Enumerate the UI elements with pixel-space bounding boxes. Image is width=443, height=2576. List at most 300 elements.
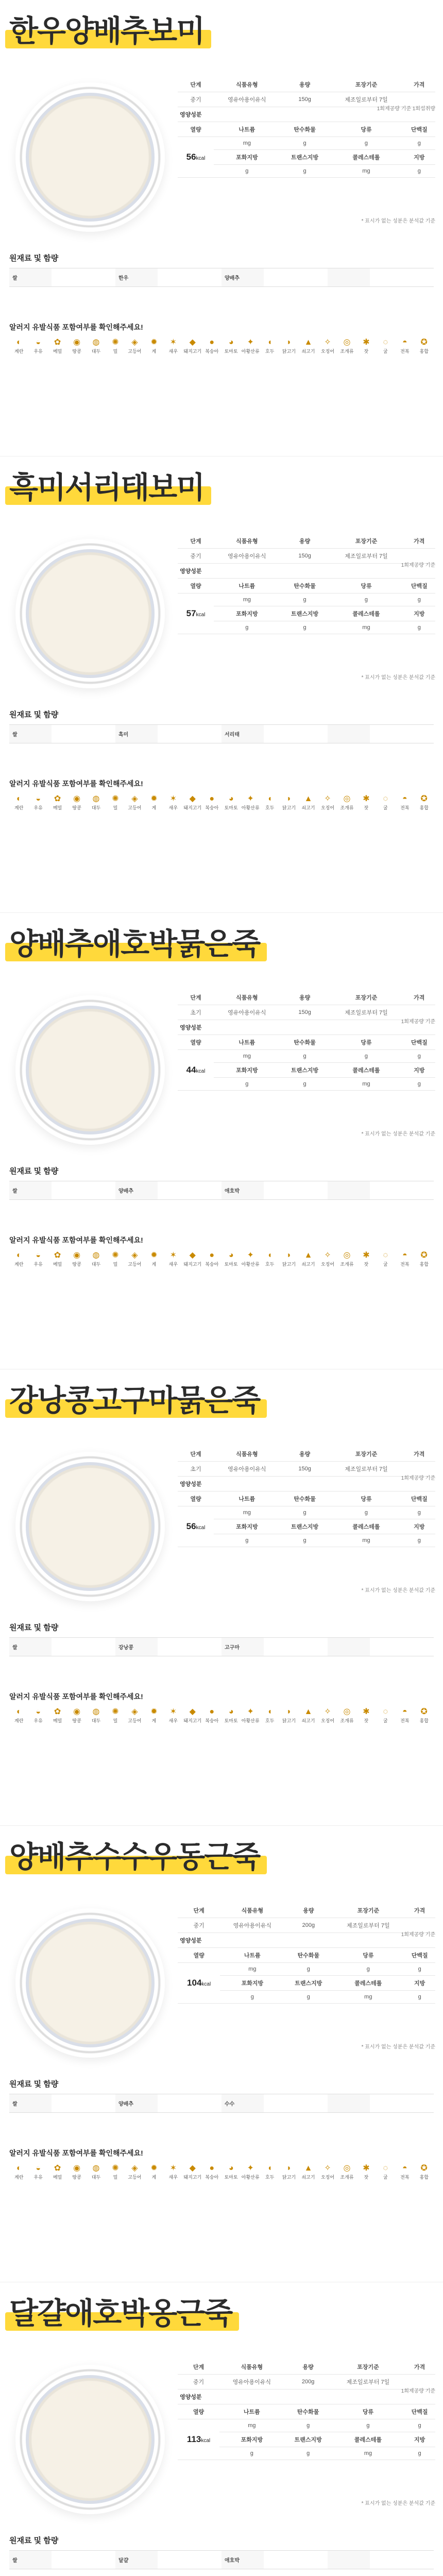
- ingredient-name: 양배추: [115, 1181, 158, 1200]
- menu-title-wrap: [9, 1837, 260, 1877]
- nutrition-row-1: [178, 1050, 435, 1063]
- allergen-icon: ◉: [73, 794, 81, 803]
- allergen-icon: ✹: [150, 338, 158, 347]
- allergen-icon: ◖: [267, 338, 272, 347]
- allergen-icon: ✧: [324, 338, 331, 347]
- allergen-item: [9, 1707, 28, 1724]
- allergen-icon: ✶: [169, 338, 177, 347]
- nutrition-note-top: 1회제공량 기준: [401, 1476, 435, 1481]
- allergen-item: [279, 794, 298, 811]
- kcal-value: 113kcal: [178, 2419, 219, 2460]
- allergen-icon: ◎: [343, 2164, 351, 2173]
- allergen-icon: ✧: [324, 2164, 331, 2173]
- allergen-icon: ✦: [247, 338, 254, 347]
- allergen-icon: ◍: [92, 2164, 100, 2173]
- allergen-label: 닭고기: [282, 1262, 296, 1267]
- ingredient-detail: [52, 2094, 115, 2113]
- step-value: 중기: [178, 1918, 220, 1933]
- pack-value: 제조일로부터 7일: [329, 1005, 403, 1020]
- col-satfat: 포화지방: [214, 1063, 280, 1078]
- allergen-icon: ✱: [363, 1707, 370, 1716]
- chol-value: mg: [329, 1078, 403, 1091]
- allergen-icon: ✱: [363, 2164, 370, 2173]
- allergen-item: [356, 1707, 376, 1724]
- nutrition-row-1: [178, 2419, 435, 2432]
- allergen-label: 오징어: [320, 1718, 335, 1723]
- type-value: 영유아용이유식: [214, 92, 280, 107]
- satfat-value: g: [214, 165, 280, 178]
- allergen-label: 새우: [168, 1718, 178, 1723]
- col-sodium: 나트륨: [214, 1035, 280, 1050]
- header-row-2: [178, 579, 435, 594]
- allergen-item: [260, 1707, 279, 1724]
- allergen-label: 밀: [113, 1718, 118, 1723]
- allergen-label: 밀: [113, 2175, 118, 2180]
- volume-value: 150g: [280, 92, 330, 107]
- allergen-label: 계란: [14, 349, 24, 354]
- allergen-label: 대두: [91, 1718, 101, 1723]
- fat-value: g: [404, 1991, 435, 2004]
- header-row-1: [178, 990, 435, 1005]
- food-bowl-photo: [15, 539, 165, 688]
- pack-value: 제조일로부터 7일: [329, 92, 403, 107]
- allergen-item: [241, 794, 260, 811]
- allergen-label: 우유: [33, 1718, 43, 1723]
- allergen-item: [415, 1707, 434, 1724]
- allergen-icon: ◗: [286, 1251, 292, 1260]
- allergen-icon: ✹: [150, 1251, 158, 1260]
- allergen-icon: ◗: [286, 1707, 292, 1716]
- ingredients-title: 원재료 및 함량: [9, 2080, 59, 2089]
- col-type: 식품유형: [219, 2360, 284, 2375]
- nutrition-row-2: [178, 1534, 435, 1547]
- nutrition-note-top: 1회제공량 기준: [401, 1019, 435, 1025]
- allergen-item: [9, 1250, 28, 1267]
- allergen-item: [337, 1707, 356, 1724]
- allergen-item: [67, 1707, 86, 1724]
- food-bowl-photo: [15, 995, 165, 1145]
- col-protein: 단백질: [404, 1948, 435, 1963]
- allergen-item: [415, 337, 434, 354]
- allergen-icon: ◉: [73, 338, 81, 347]
- sodium-value: mg: [214, 1050, 280, 1063]
- allergen-icon: ◒: [36, 2164, 41, 2173]
- bowl-rim: [26, 1006, 155, 1134]
- allergen-icon: ✦: [247, 794, 254, 803]
- ingredients-table: [9, 2550, 434, 2569]
- allergen-item: [67, 2163, 86, 2180]
- allergen-item: [144, 1707, 163, 1724]
- allergen-item: [376, 337, 395, 354]
- allergen-label: 전복: [400, 1718, 410, 1723]
- allergen-item: [260, 337, 279, 354]
- ingredient-detail: [370, 2551, 434, 2569]
- allergen-icon: ◗: [286, 338, 292, 347]
- allergen-icon: ●: [209, 338, 215, 347]
- allergen-item: [318, 2163, 337, 2180]
- col-sugar: 당류: [329, 122, 403, 137]
- allergen-icon: ◎: [343, 338, 351, 347]
- chol-value: mg: [332, 2447, 404, 2460]
- allergen-label: 메밀: [53, 1718, 62, 1723]
- allergen-icon: ✶: [169, 1251, 177, 1260]
- col-transfat: 트랜스지방: [284, 2432, 332, 2447]
- volume-value: 150g: [280, 1005, 330, 1020]
- col-fat: 지방: [404, 1976, 435, 1991]
- allergen-label: 계란: [14, 2175, 24, 2180]
- allergen-icon: ◐: [16, 338, 22, 347]
- allergen-label: 전복: [400, 805, 410, 810]
- allergen-item: [202, 794, 222, 811]
- allergen-item: [9, 794, 28, 811]
- col-step: 단계: [178, 534, 214, 549]
- allergen-item: [241, 2163, 260, 2180]
- allergy-title: 알러지 유발식품 포함여부를 확인해주세요!: [9, 2149, 143, 2157]
- ingredient-name: 쌀: [9, 2094, 52, 2113]
- col-price: 가격: [403, 534, 435, 549]
- step-value: 중기: [178, 549, 214, 564]
- col-kcal: 열량: [178, 122, 214, 137]
- col-fat: 지방: [403, 606, 435, 621]
- kcal-value: 57kcal: [178, 594, 214, 634]
- allergen-item: [318, 337, 337, 354]
- allergen-item: [222, 1707, 241, 1724]
- transfat-value: g: [280, 621, 330, 634]
- ingredients-title: 원재료 및 함량: [9, 1167, 59, 1176]
- allergen-icon: ◉: [73, 1251, 81, 1260]
- allergen-label: 홍합: [419, 1718, 429, 1723]
- ingredient-detail: [370, 268, 434, 287]
- allergen-item: [87, 2163, 106, 2180]
- allergen-item: [106, 337, 125, 354]
- col-sodium: 나트륨: [220, 1948, 284, 1963]
- col-satfat: 포화지방: [220, 1976, 284, 1991]
- col-volume: 용량: [280, 77, 330, 92]
- allergen-item: [299, 1250, 318, 1267]
- nutrition-row-1: [178, 137, 435, 150]
- col-transfat: 트랜스지방: [280, 606, 330, 621]
- fat-value: g: [403, 1534, 435, 1547]
- allergen-icon: ◆: [189, 1707, 196, 1716]
- allergen-label: 호두: [265, 2175, 275, 2180]
- allergen-item: [202, 1707, 222, 1724]
- allergen-icon: ✶: [169, 794, 177, 803]
- menu-title-wrap: [9, 468, 204, 508]
- allergen-label: 쇠고기: [301, 349, 315, 354]
- col-transfat: 트랜스지방: [280, 1063, 330, 1078]
- allergen-item: [125, 1250, 144, 1267]
- header-row-1: [178, 77, 435, 92]
- col-carb: 탄수화물: [280, 1492, 330, 1506]
- menu-section: [0, 0, 443, 456]
- allergen-label: 돼지고기: [183, 1718, 202, 1723]
- nutrition-note-bottom: * 표시가 없는 성분은 분석값 기준: [361, 2501, 435, 2506]
- allergen-label: 토마토: [224, 349, 238, 354]
- col-price: 가격: [403, 1447, 435, 1462]
- allergen-item: [164, 2163, 183, 2180]
- menu-title: 양배추수수우동근죽: [9, 1840, 260, 1874]
- col-price: 가격: [403, 77, 435, 92]
- allergen-icon: ◐: [16, 1707, 22, 1716]
- satfat-value: g: [219, 2447, 284, 2460]
- ingredient-name: [328, 1638, 370, 1656]
- col-price: 가격: [404, 2360, 435, 2375]
- allergen-item: [395, 794, 414, 811]
- ingredients-row: [9, 268, 434, 287]
- nutrition-note-bottom: * 표시가 없는 성분은 분석값 기준: [361, 675, 435, 681]
- ingredient-name: 강낭콩: [115, 1638, 158, 1656]
- volume-value: 200g: [284, 2375, 332, 2389]
- allergen-item: [183, 337, 202, 354]
- allergen-item: [164, 337, 183, 354]
- ingredient-detail: [158, 2094, 222, 2113]
- menu-title: 양배추애호박묽은죽: [9, 927, 260, 961]
- nutrition-row-2: [178, 165, 435, 178]
- ingredient-name: 양배추: [115, 2094, 158, 2113]
- col-type: 식품유형: [214, 1447, 280, 1462]
- ingredient-detail: [52, 725, 115, 743]
- allergen-grid: [9, 2163, 434, 2180]
- allergen-label: 복숭아: [205, 2175, 219, 2180]
- ingredient-detail: [158, 725, 222, 743]
- allergen-label: 고등어: [128, 1718, 142, 1723]
- col-volume: 용량: [280, 1447, 330, 1462]
- col-fat: 지방: [403, 1519, 435, 1534]
- kcal-value: 56kcal: [178, 1506, 214, 1547]
- allergen-label: 게: [151, 1718, 157, 1723]
- allergen-icon: ✿: [54, 794, 61, 803]
- ingredient-name: 흑미: [115, 725, 158, 743]
- allergen-label: 홍합: [419, 2175, 429, 2180]
- allergen-icon: ✺: [112, 1251, 119, 1260]
- allergen-item: [48, 1707, 67, 1724]
- allergen-icon: ✺: [112, 338, 119, 347]
- header-row-2: [178, 1492, 435, 1506]
- allergen-item: [356, 1250, 376, 1267]
- allergen-icon: ◒: [36, 1251, 41, 1260]
- allergen-icon: ◕: [228, 2164, 234, 2173]
- col-volume: 용량: [284, 2360, 332, 2375]
- ingredient-name: 한우: [115, 268, 158, 287]
- allergen-item: [299, 337, 318, 354]
- col-sodium: 나트륨: [219, 2404, 284, 2419]
- col-sugar: 당류: [329, 1492, 403, 1506]
- allergen-icon: ◎: [343, 1251, 351, 1260]
- allergen-label: 고등어: [128, 349, 142, 354]
- col-sodium: 나트륨: [214, 1492, 280, 1506]
- allergen-label: 돼지고기: [183, 1262, 202, 1267]
- ingredient-name: 고구마: [222, 1638, 264, 1656]
- col-sugar: 당류: [332, 2404, 404, 2419]
- allergen-item: [241, 1250, 260, 1267]
- type-value: 영유아용이유식: [214, 549, 280, 564]
- allergen-icon: ◈: [131, 2164, 138, 2173]
- nutrition-label: 영양성분: [178, 107, 435, 122]
- allergen-icon: ◈: [131, 794, 138, 803]
- food-bowl-photo: [15, 2365, 165, 2514]
- allergen-label: 땅콩: [72, 805, 81, 810]
- allergen-icon: ◌: [383, 794, 388, 803]
- allergen-item: [48, 794, 67, 811]
- allergen-label: 우유: [33, 349, 43, 354]
- protein-value: g: [404, 1963, 435, 1976]
- allergen-label: 호두: [265, 805, 275, 810]
- satfat-value: g: [220, 1991, 284, 2004]
- allergen-item: [28, 1707, 47, 1724]
- ingredients-row: [9, 725, 434, 743]
- fat-value: g: [403, 165, 435, 178]
- allergen-icon: ✿: [54, 1707, 61, 1716]
- menu-section: [0, 456, 443, 913]
- col-carb: 탄수화물: [284, 2404, 332, 2419]
- allergen-icon: ▲: [304, 2164, 313, 2173]
- allergen-label: 복숭아: [205, 805, 219, 810]
- sugar-value: g: [329, 1050, 403, 1063]
- allergen-label: 잣: [364, 1262, 369, 1267]
- allergen-icon: ◕: [228, 1251, 234, 1260]
- allergen-label: 굴: [383, 805, 388, 810]
- ingredient-name: 달걀: [115, 2551, 158, 2569]
- allergen-label: 오징어: [320, 349, 335, 354]
- col-fat: 지방: [403, 150, 435, 165]
- pack-value: 제조일로부터 7일: [329, 1462, 403, 1477]
- allergen-label: 전복: [400, 2175, 410, 2180]
- info-table: [178, 2360, 435, 2460]
- allergen-grid: [9, 1250, 434, 1267]
- allergen-item: [106, 1250, 125, 1267]
- allergen-item: [28, 2163, 47, 2180]
- transfat-value: g: [284, 1991, 332, 2004]
- allergen-icon: ✪: [420, 794, 428, 803]
- col-pack: 포장기준: [329, 77, 403, 92]
- sugar-value: g: [332, 1963, 404, 1976]
- protein-value: g: [403, 1506, 435, 1519]
- allergen-icon: ✱: [363, 1251, 370, 1260]
- protein-value: g: [403, 1050, 435, 1063]
- allergen-icon: ✿: [54, 1251, 61, 1260]
- allergen-label: 돼지고기: [183, 349, 202, 354]
- allergen-icon: ◗: [286, 2164, 292, 2173]
- allergen-label: 조개류: [340, 1262, 354, 1267]
- ingredient-detail: [158, 1181, 222, 1200]
- allergen-label: 호두: [265, 349, 275, 354]
- type-value: 영유아용이유식: [214, 1005, 280, 1020]
- allergen-label: 밀: [113, 1262, 118, 1267]
- carb-value: g: [284, 2419, 332, 2432]
- allergen-label: 계란: [14, 1262, 24, 1267]
- menu-title: 한우양배추보미: [9, 14, 205, 48]
- ingredient-name: 수수: [222, 2094, 264, 2113]
- col-sugar: 당류: [329, 579, 403, 594]
- allergen-label: 쇠고기: [301, 1718, 315, 1723]
- allergen-icon: ✪: [420, 1707, 428, 1716]
- sodium-value: mg: [220, 1963, 284, 1976]
- allergen-item: [318, 1707, 337, 1724]
- menu-section: [0, 1826, 443, 2282]
- info-table: [178, 534, 435, 634]
- ingredient-detail: [264, 1181, 328, 1200]
- allergen-item: [356, 337, 376, 354]
- allergen-label: 토마토: [224, 1262, 238, 1267]
- allergen-icon: ✺: [112, 2164, 119, 2173]
- allergen-icon: ◌: [383, 338, 388, 347]
- allergen-label: 홍합: [419, 1262, 429, 1267]
- volume-value: 200g: [284, 1918, 332, 1933]
- allergen-icon: ◌: [383, 1707, 388, 1716]
- col-fat: 지방: [404, 2432, 435, 2447]
- allergen-label: 게: [151, 805, 157, 810]
- chol-value: mg: [329, 165, 403, 178]
- allergen-item: [144, 337, 163, 354]
- nutrition-row-2: [178, 621, 435, 634]
- bowl-rim: [26, 1462, 155, 1591]
- allergen-icon: ✧: [324, 1251, 331, 1260]
- col-transfat: 트랜스지방: [280, 150, 330, 165]
- ingredients-table: [9, 1637, 434, 1656]
- ingredient-name: [328, 268, 370, 287]
- col-protein: 단백질: [403, 1035, 435, 1050]
- satfat-value: g: [214, 1534, 280, 1547]
- header-row-1: [178, 534, 435, 549]
- ingredient-detail: [264, 725, 328, 743]
- allergen-label: 대두: [91, 805, 101, 810]
- ingredient-name: 쌀: [9, 1181, 52, 1200]
- col-pack: 포장기준: [329, 534, 403, 549]
- allergen-icon: ✹: [150, 2164, 158, 2173]
- col-sugar: 당류: [329, 1035, 403, 1050]
- allergen-icon: ◍: [92, 1251, 100, 1260]
- allergen-icon: ◆: [189, 794, 196, 803]
- header-row-3: [178, 1063, 435, 1078]
- allergen-item: [202, 1250, 222, 1267]
- allergen-item: [376, 1707, 395, 1724]
- allergen-label: 굴: [383, 1718, 388, 1723]
- allergy-title: 알러지 유발식품 포함여부를 확인해주세요!: [9, 1692, 143, 1701]
- carb-value: g: [280, 137, 330, 150]
- allergen-icon: ◉: [73, 2164, 81, 2173]
- allergen-item: [260, 794, 279, 811]
- allergen-label: 대두: [91, 349, 101, 354]
- nutrition-note-bottom: * 표시가 없는 성분은 분석값 기준: [361, 2044, 435, 2050]
- allergen-icon: ◍: [92, 338, 100, 347]
- allergen-item: [87, 337, 106, 354]
- allergen-icon: ●: [209, 1251, 215, 1260]
- ingredients-table: [9, 2094, 434, 2113]
- allergen-icon: ✪: [420, 338, 428, 347]
- col-chol: 콜레스테롤: [329, 1063, 403, 1078]
- col-carb: 탄수화물: [280, 1035, 330, 1050]
- nutrition-row-1: [178, 594, 435, 606]
- allergen-item: [48, 337, 67, 354]
- col-protein: 단백질: [404, 2404, 435, 2419]
- col-volume: 용량: [280, 534, 330, 549]
- carb-value: g: [280, 594, 330, 606]
- allergen-item: [415, 794, 434, 811]
- ingredients-row: [9, 2094, 434, 2113]
- allergen-item: [144, 794, 163, 811]
- menu-title-wrap: [9, 2294, 232, 2334]
- allergen-item: [318, 794, 337, 811]
- ingredient-detail: [264, 2094, 328, 2113]
- chol-value: mg: [329, 1534, 403, 1547]
- allergen-icon: ✦: [247, 1707, 254, 1716]
- allergen-label: 계란: [14, 1718, 24, 1723]
- transfat-value: g: [280, 165, 330, 178]
- allergen-icon: ◍: [92, 1707, 100, 1716]
- header-row-1: [178, 1903, 435, 1918]
- allergy-title: 알러지 유발식품 포함여부를 확인해주세요!: [9, 779, 143, 788]
- ingredient-detail: [370, 1638, 434, 1656]
